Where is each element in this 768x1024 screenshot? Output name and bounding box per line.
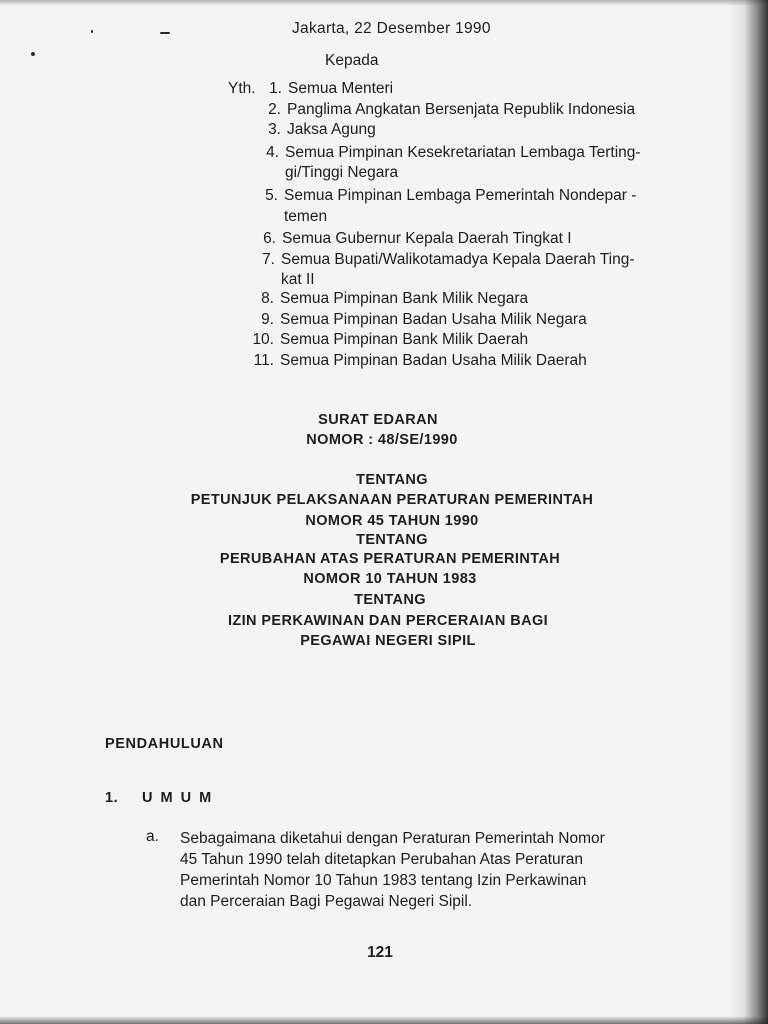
section-1-number: 1. xyxy=(105,790,119,806)
recipient-number: 7. xyxy=(262,251,275,268)
title-line: PETUNJUK PELAKSANAAN PERATURAN PEMERINTAH xyxy=(190,492,594,508)
paragraph-line: 45 Tahun 1990 telah ditetapkan Perubahan Atas Peraturan xyxy=(180,851,584,868)
title-line: TENTANG xyxy=(356,532,428,548)
recipient-item xyxy=(261,311,587,329)
recipient-number: 3. xyxy=(268,121,281,138)
recipient-number: 8. xyxy=(261,290,274,307)
title-line: TENTANG xyxy=(356,472,428,488)
scan-shadow-right xyxy=(728,0,768,1024)
recipient-text: Jaksa Agung xyxy=(287,121,376,138)
title-line: IZIN PERKAWINAN DAN PERCERAIAN BAGI xyxy=(227,613,549,629)
paragraph-line: Pemerintah Nomor 10 Tahun 1983 tentang Izin Perkawinan xyxy=(180,872,587,889)
title-line: PEGAWAI NEGERI SIPIL xyxy=(300,633,476,649)
title-line: NOMOR : 48/SE/1990 xyxy=(306,432,458,448)
recipient-text: Semua Gubernur Kepala Daerah Tingkat I xyxy=(282,230,572,247)
recipient-text: Semua Bupati/Walikotamadya Kepala Daerah Ting- xyxy=(281,251,635,268)
paragraph-line: Sebagaimana diketahui dengan Peraturan Pemerintah Nomor xyxy=(180,830,605,847)
recipient-item xyxy=(262,251,635,269)
paragraph-label: a. xyxy=(146,828,159,845)
scan-shadow-top xyxy=(0,0,768,6)
paragraph-line: dan Perceraian Bagi Pegawai Negeri Sipil. xyxy=(180,893,473,910)
recipient-item-continuation xyxy=(284,208,327,226)
recipient-text: Semua Menteri xyxy=(288,80,394,97)
recipient-text: Panglima Angkatan Bersenjata Republik Indonesia xyxy=(287,101,636,118)
recipient-number: 10. xyxy=(252,331,274,348)
recipient-item xyxy=(263,230,572,248)
recipient-number: 2. xyxy=(268,101,281,118)
yth-label: Yth. xyxy=(228,80,256,97)
recipient-text: Semua Pimpinan Bank Milik Negara xyxy=(280,290,529,307)
recipient-text: Semua Pimpinan Badan Usaha Milik Negara xyxy=(280,311,587,328)
kepada-label: Kepada xyxy=(325,52,379,69)
recipient-text: gi/Tinggi Negara xyxy=(285,164,399,181)
recipient-item xyxy=(252,331,529,349)
recipient-item-continuation xyxy=(285,164,398,182)
recipient-text: Semua Pimpinan Badan Usaha Milik Daerah xyxy=(280,352,587,369)
scan-speck xyxy=(160,32,170,34)
recipient-number: 11. xyxy=(253,352,274,369)
recipient-item xyxy=(261,290,529,308)
recipient-item xyxy=(268,101,636,119)
title-line: SURAT EDARAN xyxy=(318,412,438,428)
recipient-item xyxy=(266,144,641,162)
recipient-item xyxy=(268,121,376,139)
title-line: NOMOR 45 TAHUN 1990 xyxy=(305,513,479,529)
recipient-item xyxy=(265,187,637,205)
recipient-text: kat II xyxy=(281,271,315,288)
recipient-item xyxy=(269,80,394,98)
recipient-item-continuation xyxy=(281,271,315,289)
title-line: NOMOR 10 TAHUN 1983 xyxy=(303,571,477,587)
scan-speck xyxy=(91,30,93,33)
recipient-text: Semua Pimpinan Bank Milik Daerah xyxy=(280,331,529,348)
recipient-number: 1. xyxy=(269,80,282,97)
recipient-text: Semua Pimpinan Lembaga Pemerintah Nondepar - xyxy=(284,187,637,204)
recipient-number: 4. xyxy=(266,144,279,161)
recipient-number: 9. xyxy=(261,311,274,328)
paragraph-a xyxy=(180,828,700,912)
scan-shadow-bottom xyxy=(0,1016,768,1024)
section-heading-pendahuluan: PENDAHULUAN xyxy=(105,736,224,752)
recipient-text: temen xyxy=(284,208,328,225)
recipient-item xyxy=(253,352,587,370)
section-1-title: U M U M xyxy=(142,790,214,806)
recipient-text: Semua Pimpinan Kesekretariatan Lembaga Terting- xyxy=(285,144,641,161)
title-line: PERUBAHAN ATAS PERATURAN PEMERINTAH xyxy=(219,551,561,567)
title-line: TENTANG xyxy=(354,592,426,608)
page-number: 121 xyxy=(367,944,393,961)
recipient-number: 5. xyxy=(265,187,278,204)
scan-speck xyxy=(31,52,35,56)
letter-date: Jakarta, 22 Desember 1990 xyxy=(292,20,491,37)
recipient-number: 6. xyxy=(263,230,276,247)
